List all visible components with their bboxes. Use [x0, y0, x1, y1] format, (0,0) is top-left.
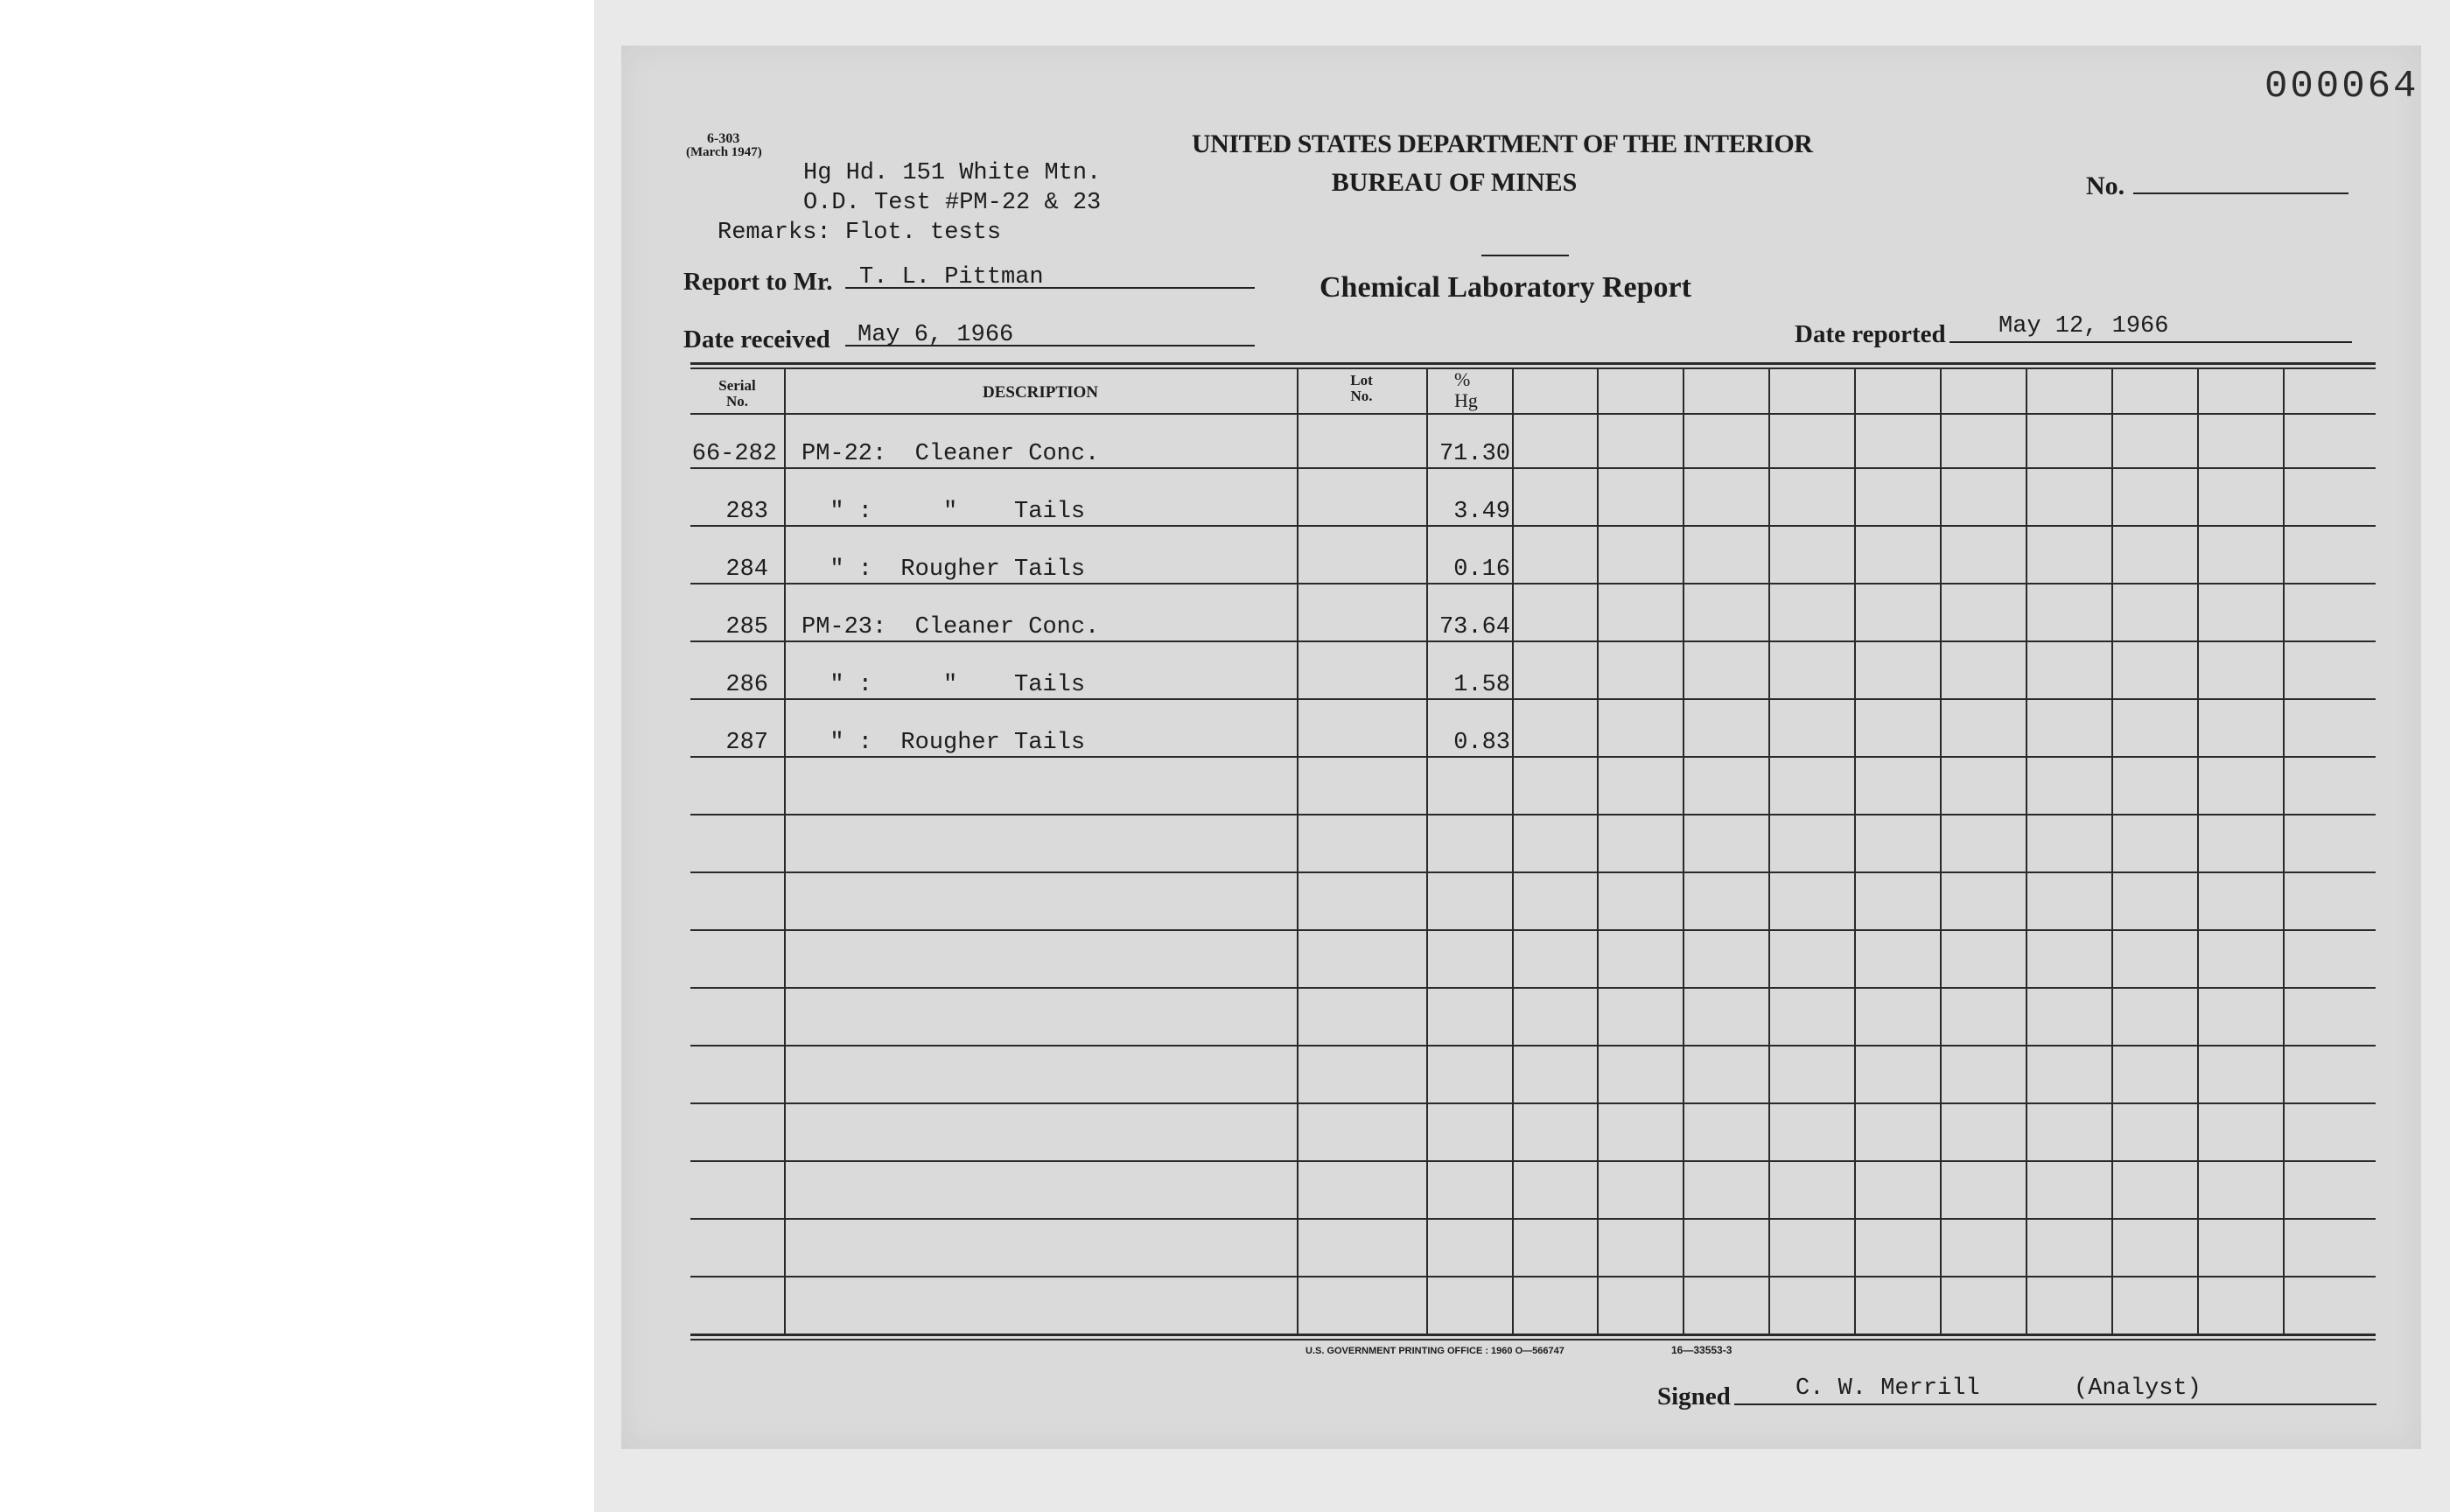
- header-lot-no: [1297, 373, 1426, 404]
- col-divider: [1768, 369, 1770, 1334]
- row-line: [690, 698, 2376, 700]
- row-line: [690, 872, 2376, 873]
- header-description: DESCRIPTION: [983, 383, 1098, 402]
- report-sheet: [621, 46, 2421, 1449]
- table-bottom-rule-2: [690, 1339, 2376, 1340]
- col-divider: [784, 369, 786, 1334]
- cell-description: " : Rougher Tails: [802, 730, 1086, 756]
- header-serial-line1: Serial: [718, 377, 756, 394]
- date-reported-blank-line: [1950, 341, 2352, 343]
- signed-role: (Analyst): [2074, 1376, 2202, 1402]
- typed-remarks: Remarks: Flot. tests: [718, 220, 1002, 246]
- signed-blank-line: [1734, 1404, 2376, 1405]
- report-title: Chemical Laboratory Report: [1320, 271, 1691, 304]
- cell-description: " : Rougher Tails: [802, 556, 1086, 583]
- header-pct-hg: [1426, 369, 1512, 411]
- col-divider: [2197, 369, 2199, 1334]
- form-number: 6-303: [707, 131, 740, 146]
- row-line: [690, 1102, 2376, 1104]
- col-divider: [1512, 369, 1514, 1334]
- header-pct-line2: Hg: [1454, 389, 1478, 411]
- cell-serial: 283: [725, 499, 768, 525]
- cell-hg: 0.16: [1453, 556, 1510, 583]
- table-top-rule-2: [690, 368, 2376, 369]
- date-reported-value: May 12, 1966: [1998, 313, 2169, 340]
- cell-hg: 3.49: [1453, 499, 1510, 525]
- report-to-value: T. L. Pittman: [859, 264, 1044, 290]
- cell-description: PM-23: Cleaner Conc.: [802, 614, 1100, 640]
- col-divider: [1683, 369, 1684, 1334]
- form-date: (March 1947): [686, 145, 762, 159]
- no-label: No.: [2086, 172, 2125, 200]
- date-reported-label: Date reported: [1795, 320, 1946, 348]
- col-divider: [1597, 369, 1599, 1334]
- typed-header-line2: O.D. Test #PM-22 & 23: [803, 190, 1102, 216]
- header-pct-line1: %: [1454, 368, 1471, 390]
- cell-description: PM-22: Cleaner Conc.: [802, 441, 1100, 467]
- cell-description: " : " Tails: [802, 499, 1086, 525]
- signed-name: C. W. Merrill: [1796, 1376, 1980, 1402]
- report-to-label: Report to Mr.: [683, 268, 833, 296]
- cell-serial: 287: [725, 730, 768, 756]
- row-line: [690, 1276, 2376, 1278]
- printing-office-note: U.S. GOVERNMENT PRINTING OFFICE : 1960 O—566747: [1306, 1346, 1564, 1356]
- header-serial-no: [690, 378, 784, 410]
- row-line: [690, 814, 2376, 816]
- row-line: [690, 525, 2376, 527]
- date-received-value: May 6, 1966: [858, 322, 1014, 348]
- cell-description: " : " Tails: [802, 672, 1086, 698]
- row-line: [690, 756, 2376, 758]
- typed-header-line1: Hg Hd. 151 White Mtn.: [803, 160, 1102, 186]
- row-line: [690, 640, 2376, 642]
- row-line: [690, 987, 2376, 989]
- left-margin: [0, 0, 594, 1512]
- col-divider: [1940, 369, 1942, 1334]
- row-line: [690, 467, 2376, 469]
- table-top-rule: [690, 362, 2376, 365]
- col-divider: [2283, 369, 2285, 1334]
- cell-hg: 71.30: [1438, 441, 1510, 467]
- no-blank-line: [2133, 192, 2348, 194]
- col-divider: [1297, 369, 1298, 1334]
- bureau-title: BUREAU OF MINES: [1331, 168, 1578, 197]
- header-lot-line2: No.: [1350, 388, 1373, 404]
- cell-serial: 284: [725, 556, 768, 583]
- col-divider: [2026, 369, 2027, 1334]
- row-line: [690, 1045, 2376, 1046]
- document-number: 000064: [2264, 65, 2419, 108]
- date-received-label: Date received: [683, 326, 830, 354]
- row-line: [690, 1218, 2376, 1220]
- cell-hg: 73.64: [1438, 614, 1510, 640]
- department-title: UNITED STATES DEPARTMENT OF THE INTERIOR: [1192, 130, 1813, 158]
- cell-serial: 286: [725, 672, 768, 698]
- col-divider: [1854, 369, 1856, 1334]
- header-serial-line2: No.: [725, 393, 749, 410]
- row-line: [690, 1160, 2376, 1162]
- table-bottom-rule: [690, 1334, 2376, 1336]
- row-line: [690, 929, 2376, 931]
- signed-label: Signed: [1657, 1382, 1731, 1410]
- cell-hg: 1.58: [1453, 672, 1510, 698]
- cell-serial: 66-282: [691, 441, 777, 467]
- header-lot-line1: Lot: [1350, 372, 1373, 388]
- cell-serial: 285: [725, 614, 768, 640]
- cell-hg: 0.83: [1453, 730, 1510, 756]
- form-code: 16—33553-3: [1671, 1344, 1732, 1356]
- col-divider: [2111, 369, 2113, 1334]
- title-rule: [1481, 255, 1569, 256]
- header-underline: [690, 413, 2376, 415]
- row-line: [690, 583, 2376, 584]
